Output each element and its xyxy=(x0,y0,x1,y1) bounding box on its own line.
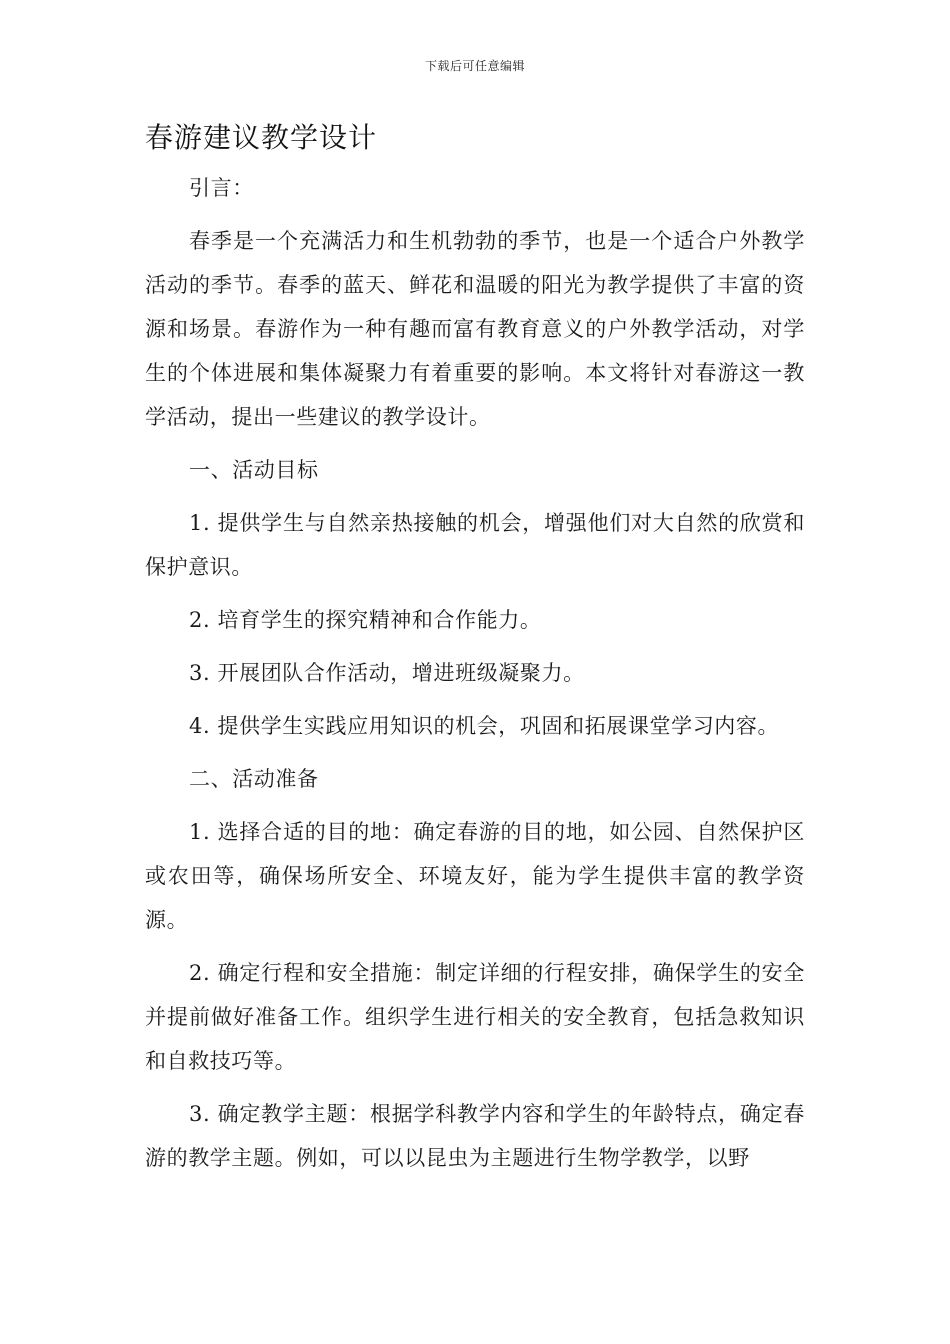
intro-paragraph: 春季是一个充满活力和生机勃勃的季节，也是一个适合户外教学活动的季节。春季的蓝天、鲜花和温暖的阳光为教学提供了丰富的资源和场景。春游作为一种有趣而富有教育意义的户外教学活动，对学生的个体进展和集体凝聚力有着重要的影响。本文将针对春游这一教学活动，提出一些建议的教学设计。 xyxy=(145,229,805,429)
goal-item: 2. 培育学生的探究精神和合作能力。 xyxy=(189,608,542,632)
section-heading-goals: 一、活动目标 xyxy=(189,458,319,482)
preparation-item: 2. 确定行程和安全措施：制定详细的行程安排，确保学生的安全并提前做好准备工作。组织学生进行相关的安全教育，包括急救知识和自救技巧等。 xyxy=(145,961,805,1073)
goal-item: 4. 提供学生实践应用知识的机会，巩固和拓展课堂学习内容。 xyxy=(189,714,780,738)
intro-heading: 引言： xyxy=(189,176,254,200)
preparation-item: 3. 确定教学主题：根据学科教学内容和学生的年龄特点，确定春游的教学主题。例如，可以以昆虫为主题进行生物学教学，以野 xyxy=(145,1102,805,1170)
document-title: 春游建议教学设计 xyxy=(145,121,378,154)
goal-item: 1. 提供学生与自然亲热接触的机会，增强他们对大自然的欣赏和保护意识。 xyxy=(145,511,805,579)
section-heading-preparation: 二、活动准备 xyxy=(189,767,319,791)
document-body xyxy=(145,166,805,1189)
preparation-item: 1. 选择合适的目的地：确定春游的目的地，如公园、自然保护区或农田等，确保场所安全、环境友好，能为学生提供丰富的教学资源。 xyxy=(145,820,805,932)
header-note: 下载后可任意编辑 xyxy=(424,59,525,73)
goal-item: 3. 开展团队合作活动，增进班级凝聚力。 xyxy=(189,661,585,685)
